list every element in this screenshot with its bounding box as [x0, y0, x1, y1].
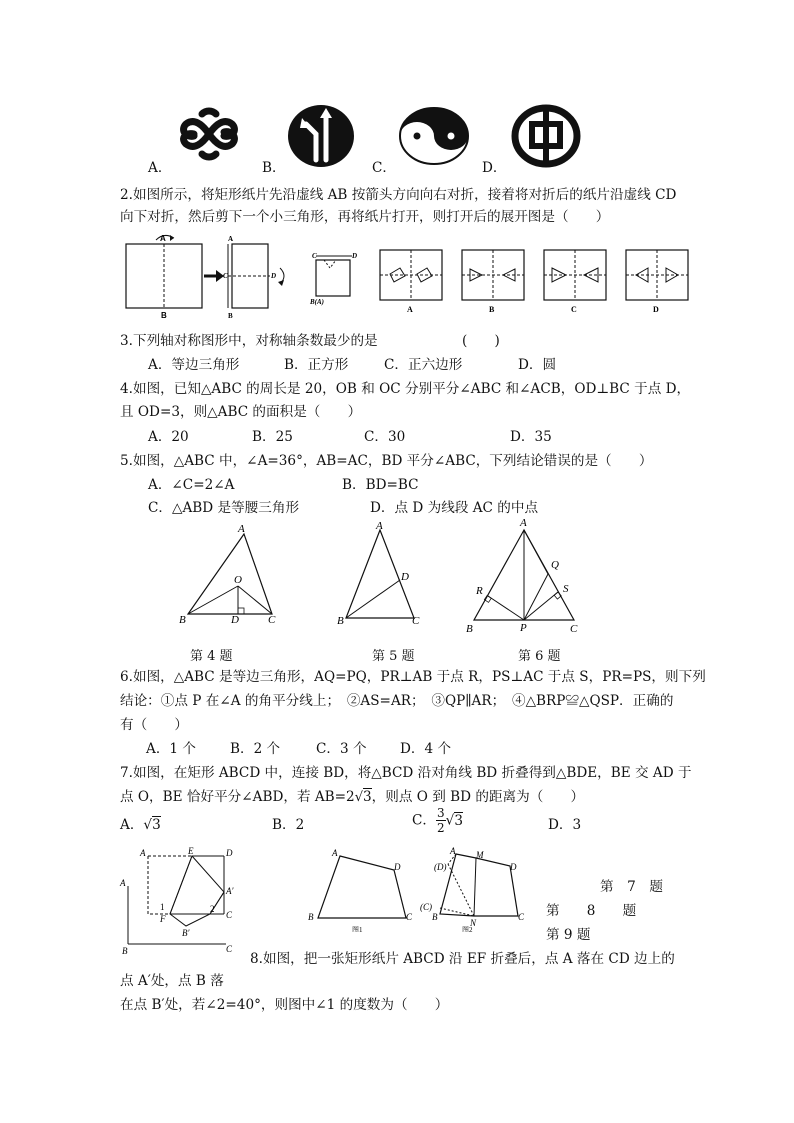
fig6-label-q: Q	[551, 559, 559, 571]
q3-option-c[interactable]: C．正六边形	[384, 357, 463, 373]
fig5-label-b: B	[337, 615, 344, 627]
q3-paren: ( )	[462, 333, 500, 349]
q1-option-b[interactable]: B．	[262, 160, 286, 176]
q1-logo-b	[286, 104, 356, 168]
fig7-label-b-outer: B	[122, 946, 128, 956]
fig9b-label-d: D	[510, 862, 517, 872]
fig9b-label-c: C	[518, 912, 525, 922]
fig4-label-a: A	[238, 523, 245, 535]
q7-stem-line2-b: ，则点 O 到 BD 的距离为（ ）	[371, 789, 585, 805]
q6-stem-line2: 结论：①点 P 在∠A 的角平分线上； ②AS=AR； ③QP∥AR； ④△BRP≌△QSP．正确的	[120, 693, 674, 709]
fig9b-label-b: B	[432, 912, 438, 922]
fig7-label-c: C	[226, 910, 233, 920]
q5-option-b[interactable]: B．BD=BC	[342, 477, 419, 493]
q7-fraction	[436, 806, 446, 835]
fig9b-label-m: M	[476, 850, 484, 860]
q5-stem: 5.如图，△ABC 中，∠A=36°，AB=AC，BD 平分∠ABC，下列结论错误的是（ ）	[120, 453, 653, 469]
q4-stem-line1: 4.如图，已知△ABC 的周长是 20，OB 和 OC 分别平分∠ABC 和∠ACB，OD⊥BC 于点 D，	[120, 381, 691, 397]
q2-folding-diagram	[120, 232, 690, 328]
side-caption-q9: 第 9 题	[546, 927, 591, 943]
side-caption-q7: 第 7 题	[600, 879, 664, 895]
q7-option-c-sqrt: √	[445, 812, 455, 829]
q7-option-d[interactable]: D．3	[548, 817, 582, 833]
q4-option-a[interactable]: A．20	[148, 429, 189, 445]
q2-option-b[interactable]: B	[489, 305, 495, 314]
q6-option-a[interactable]: A．1 个	[146, 741, 196, 757]
fig6-label-c: C	[570, 623, 578, 635]
q7-option-a-sqrt: √	[143, 817, 153, 833]
fig6-label-p: P	[520, 622, 527, 634]
fig7-label-c-outer: C	[226, 944, 233, 954]
fig4-caption: 第 4 题	[190, 649, 233, 664]
fig4-label-o: O	[234, 574, 242, 586]
q2-label-ba: B(A)	[310, 298, 324, 306]
fig7-label-a-outer: A	[120, 878, 126, 888]
fig5	[334, 520, 424, 628]
fig7-label-a2: A′	[226, 886, 234, 896]
q8-stem-line2: 点 A′处，点 B 落	[120, 973, 224, 989]
q7-sqrt-symbol: √	[354, 790, 364, 805]
q8-stem-line1: 8.如图，把一张矩形纸片 ABCD 沿 EF 折叠后，点 A 落在 CD 边上的	[250, 951, 675, 967]
q2-label-c: C	[223, 272, 228, 280]
q6-option-c[interactable]: C．3 个	[316, 741, 367, 757]
fig5-caption: 第 5 题	[372, 649, 415, 664]
fig7-label-e: E	[188, 846, 194, 856]
q2-stem-line1: 2.如图所示，将矩形纸片先沿虚线 AB 按箭头方向向右对折，接着将对折后的纸片沿虚线 CD	[120, 187, 677, 203]
fig9b-caption: 图2	[462, 926, 473, 932]
q7-option-a-label: A．	[120, 817, 144, 833]
q3-stem: 3.下列轴对称图形中，对称轴条数最少的是	[120, 333, 378, 349]
q3-option-d[interactable]: D．圆	[518, 357, 557, 373]
q7-option-b[interactable]: B．2	[272, 817, 305, 833]
q1-option-c[interactable]: C．	[372, 160, 396, 176]
fig4-label-c: C	[268, 614, 276, 626]
q4-stem-line2: 且 OD=3，则△ABC 的面积是（ ）	[120, 404, 362, 420]
q7-fraction-den: 2	[437, 821, 445, 835]
fig9b-label-n: N	[470, 918, 477, 928]
fig6-label-a: A	[520, 517, 527, 529]
fig4	[176, 522, 286, 628]
q6-option-b[interactable]: B．2 个	[230, 741, 281, 757]
q1-logo-c-yinyang	[398, 106, 470, 166]
q8-stem-line3: 在点 B′处，若∠2=40°，则图中∠1 的度数为（ ）	[120, 997, 449, 1013]
q3-option-a[interactable]: A．等边三角形	[148, 357, 240, 373]
fig6	[460, 514, 584, 636]
q5-option-c[interactable]: C．△ABD 是等腰三角形	[148, 500, 300, 516]
q7-stem-line1: 7.如图，在矩形 ABCD 中，连接 BD，将△BCD 沿对角线 BD 折叠得到△BDE，BE 交 AD 于	[120, 765, 692, 781]
fig7-label-d: D	[226, 848, 233, 858]
q2-label-a2: A	[228, 235, 234, 243]
fig6-label-b: B	[466, 623, 473, 635]
q7-stem-line2-a: 点 O，BE 恰好平分∠ABD，若 AB=2	[120, 789, 355, 805]
q4-option-c[interactable]: C．30	[364, 429, 406, 445]
q6-option-d[interactable]: D．4 个	[400, 741, 452, 757]
q6-stem-line3: 有（ ）	[120, 717, 188, 733]
q5-option-a[interactable]: A．∠C=2∠A	[148, 477, 235, 493]
q2-option-d[interactable]: D	[653, 305, 659, 314]
q2-option-a[interactable]: A	[407, 305, 413, 314]
fig9b-label-a: A	[450, 846, 456, 856]
fig7-label-b2: B′	[182, 928, 190, 938]
q2-label-d2: D	[352, 252, 358, 260]
fig9-figure1	[304, 846, 416, 932]
fig6-label-r: R	[476, 585, 483, 597]
q5-option-d[interactable]: D．点 D 为线段 AC 的中点	[370, 500, 539, 516]
fig9-figure2	[418, 846, 530, 932]
q3-option-b[interactable]: B．正方形	[284, 357, 349, 373]
q7-option-a[interactable]	[120, 814, 161, 836]
q2-label-c2: C	[312, 252, 317, 260]
q7-option-a-radicand: 3	[152, 817, 161, 833]
fig5-label-a: A	[376, 520, 383, 532]
fig7-label-f: F	[160, 914, 166, 924]
fig9a-label-b: B	[308, 912, 314, 922]
fig9a-caption: 图1	[352, 926, 363, 932]
q7-option-c-label: C．	[412, 812, 436, 829]
q6-stem-line1: 6.如图，△ABC 是等边三角形，AQ=PQ，PR⊥AB 于点 R，PS⊥AC 于点 S，PR=PS，则下列	[120, 669, 706, 685]
q2-option-c[interactable]: C	[571, 305, 577, 314]
fig6-caption: 第 6 题	[518, 649, 561, 664]
q2-label-d: D	[271, 272, 277, 280]
q7-stem-line2	[120, 786, 584, 809]
q7-option-c[interactable]	[412, 806, 463, 840]
fig4-label-d: D	[231, 614, 239, 626]
q1-option-a[interactable]: A．	[148, 160, 172, 176]
q4-option-b[interactable]: B．25	[252, 429, 293, 445]
fig7-label-1: 1	[160, 902, 165, 912]
fig6-label-s: S	[563, 583, 569, 595]
q4-option-d[interactable]: D．35	[510, 429, 552, 445]
side-caption-q8: 第 8 题	[546, 903, 637, 919]
fig9b-label-cp: (C)	[420, 902, 432, 912]
fig7	[118, 846, 248, 956]
fig4-label-b: B	[179, 614, 186, 626]
q2-label-b: B	[161, 311, 167, 320]
q7-option-c-radicand: 3	[454, 812, 463, 829]
fig7-label-2: 2	[210, 904, 215, 914]
q1-logo-a	[172, 106, 246, 162]
q2-stem-line2: 向下对折，然后剪下一个小三角形，再将纸片打开，则打开后的展开图是（ ）	[120, 209, 610, 225]
fig5-label-d: D	[401, 571, 409, 583]
fig7-label-a: A	[140, 848, 146, 858]
fig9b-label-dp: (D)	[434, 862, 447, 872]
fig9a-label-a: A	[332, 848, 338, 858]
q7-fraction-num: 3	[437, 806, 445, 820]
q7-sqrt-radicand: 3	[363, 789, 372, 805]
fig9a-label-c: C	[406, 912, 413, 922]
fig5-label-c: C	[412, 615, 420, 627]
q2-label-a: A	[160, 234, 166, 243]
q2-label-b2: B	[228, 312, 233, 320]
q1-logo-d-bank	[510, 104, 582, 168]
fig9a-label-d: D	[394, 862, 401, 872]
q1-option-d[interactable]: D．	[482, 160, 507, 176]
